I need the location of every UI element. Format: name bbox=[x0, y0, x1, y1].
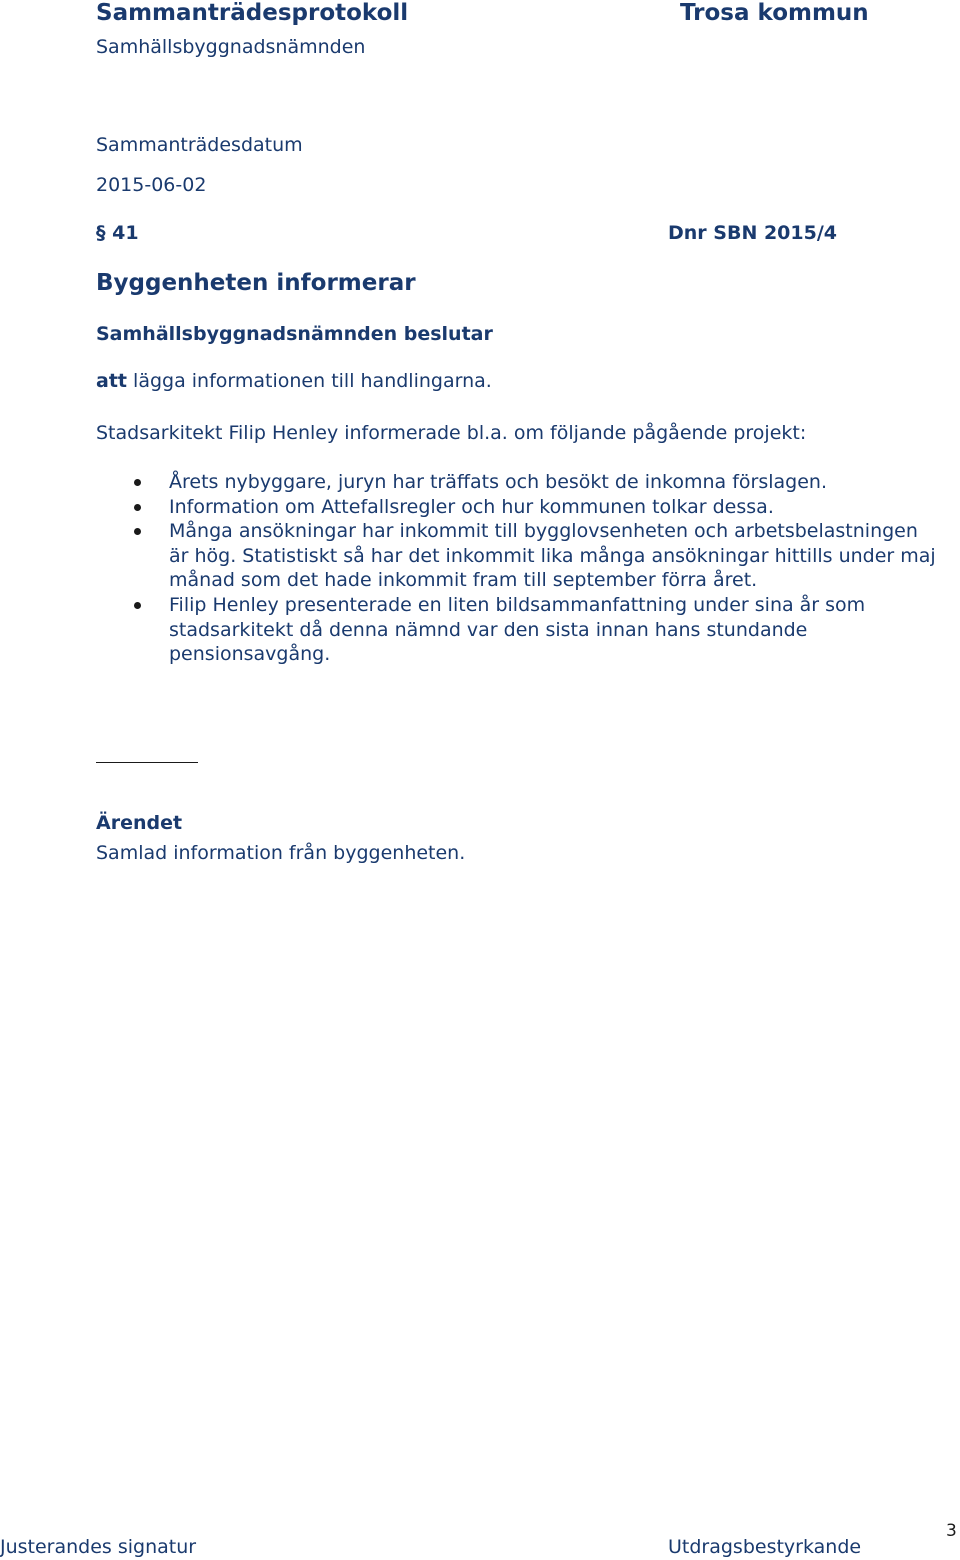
list-item-text: Årets nybyggare, juryn har träffats och besökt de inkomna förslagen. bbox=[169, 471, 827, 493]
document-title: Sammanträdesprotokoll bbox=[96, 0, 409, 26]
decision-heading: Samhällsbyggnadsnämnden beslutar bbox=[96, 323, 493, 345]
footer-certification-label: Utdragsbestyrkande bbox=[668, 1536, 862, 1558]
list-item bbox=[96, 519, 936, 593]
decision-text bbox=[96, 370, 492, 392]
item-title: Byggenheten informerar bbox=[96, 270, 416, 296]
list-item bbox=[96, 593, 936, 667]
project-list bbox=[96, 470, 936, 667]
list-item bbox=[96, 470, 936, 495]
intro-text: Stadsarkitekt Filip Henley informerade bl.a. om följande pågående projekt: bbox=[96, 422, 807, 444]
list-item-text: Information om Attefallsregler och hur kommunen tolkar dessa. bbox=[169, 495, 774, 518]
list-item-text: Filip Henley presenterade en liten bildsammanfattning under sina år som stadsarkitekt då denna nämnd var den sista innan hans stundande pensionsavgång. bbox=[169, 593, 866, 666]
arendet-text: Samlad information från byggenheten. bbox=[96, 842, 466, 864]
list-item-text: Många ansökningar har inkommit till bygglovsenheten och arbetsbelastningen är hög. Statistiskt så har det inkommit lika många ansökningar hittills under maj månad som det hade inkommit fram till september förra året. bbox=[169, 520, 936, 592]
arendet-heading: Ärendet bbox=[96, 812, 183, 834]
meeting-date-label: Sammanträdesdatum bbox=[96, 134, 303, 156]
committee-name: Samhällsbyggnadsnämnden bbox=[96, 36, 366, 58]
meeting-date: 2015-06-02 bbox=[96, 174, 207, 196]
footer-signature-label: Justerandes signatur bbox=[0, 1536, 197, 1558]
organization-name: Trosa kommun bbox=[680, 0, 869, 26]
decision-body: lägga informationen till handlingarna. bbox=[127, 370, 492, 392]
bullet-icon bbox=[134, 528, 141, 535]
page-number: 3 bbox=[946, 1521, 957, 1541]
diary-number: Dnr SBN 2015/4 bbox=[668, 222, 838, 244]
divider bbox=[96, 762, 198, 763]
decision-lead: att bbox=[96, 370, 127, 392]
bullet-icon bbox=[134, 504, 141, 511]
section-number: § 41 bbox=[96, 222, 139, 244]
bullet-icon bbox=[134, 479, 141, 486]
list-item bbox=[96, 495, 936, 520]
bullet-icon bbox=[134, 602, 141, 609]
